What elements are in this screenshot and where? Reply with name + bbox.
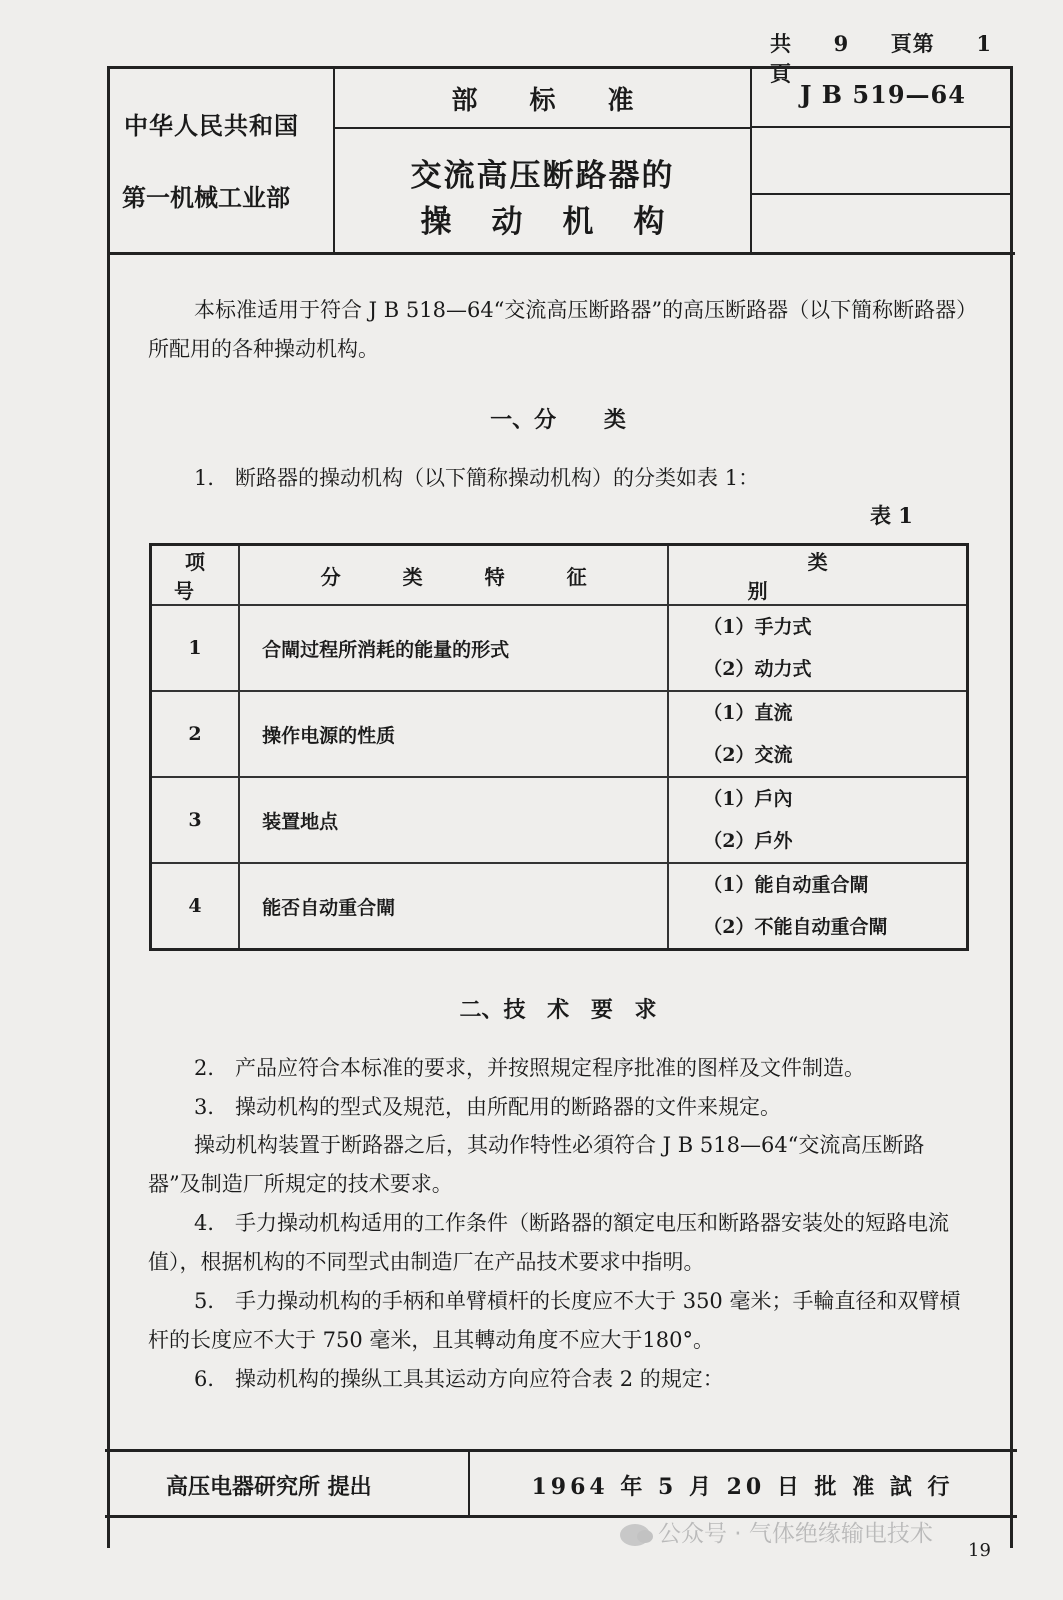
page-count-total-label: 共	[770, 31, 792, 56]
clause-6: 6． 操动机构的操纵工具其运动方向应符合表 2 的規定：	[194, 1367, 724, 1391]
row-feature: 装置地点	[239, 777, 668, 863]
category-item: （1）直流	[703, 702, 793, 724]
watermark-text: 公众号 · 气体绝缘输电技术	[658, 1521, 933, 1547]
section-heading-technical-requirements: 二、技 术 要 求	[459, 997, 657, 1023]
page-count-suffix: 頁	[770, 61, 792, 86]
row-categories	[668, 691, 967, 777]
category-item: （1）戶內	[703, 788, 793, 810]
row-categories	[668, 777, 967, 863]
row-categories	[668, 863, 967, 950]
row-no: 1	[151, 605, 240, 691]
table-header-row	[151, 545, 968, 606]
clause-2: 2． 产品应符合本标准的要求，并按照規定程序批准的图样及文件制造。	[194, 1056, 866, 1080]
clause-4: 4． 手力操动机构适用的工作条件（断路器的額定电压和断路器安装处的短路电流值），根据机构的不同型式由制造厂在产品技术要求中指明。	[148, 1211, 950, 1274]
row-feature: 能否自动重合閘	[239, 863, 668, 950]
document-title-line2: 操动机构	[420, 204, 705, 240]
clause-5: 5． 手力操动机构的手柄和单臂槓杆的长度应不大于 350 毫米；手輪直径和双臂槓杆的长度应不大于 750 毫米，且其轉动角度不应大于180°。	[148, 1289, 961, 1352]
page-count-current: 1	[976, 31, 992, 56]
row-no: 4	[151, 863, 240, 950]
table-row	[151, 605, 968, 691]
category-item: （2）不能自动重合閘	[703, 916, 888, 938]
clause-1: 1． 断路器的操动机构（以下簡称操动机构）的分类如表 1：	[194, 466, 760, 490]
standard-code: J B 519—64	[800, 80, 966, 109]
row-feature: 操作电源的性质	[239, 691, 668, 777]
row-feature: 合閘过程所消耗的能量的形式	[239, 605, 668, 691]
header-item-no: 项号	[151, 545, 240, 606]
wechat-icon	[620, 1524, 650, 1546]
clause-3: 3． 操动机构的型式及規范，由所配用的断路器的文件来規定。	[194, 1095, 782, 1119]
org-name-line1: 中华人民共和国	[124, 111, 299, 140]
table-row	[151, 691, 968, 777]
page-count-total: 9	[833, 31, 850, 56]
document-title-line1: 交流高压断路器的	[410, 158, 675, 194]
classification-table	[149, 543, 969, 951]
header-divider	[333, 127, 751, 129]
row-categories	[668, 605, 967, 691]
watermark	[620, 1515, 933, 1548]
footer-divider	[105, 1449, 1017, 1452]
page-count-current-label: 頁第	[890, 31, 935, 56]
clause-3-continued: 操动机构装置于断路器之后，其动作特性必須符合 J B 518—64“交流高压断路器”及制造厂所規定的技术要求。	[148, 1133, 925, 1196]
org-name-line2: 第一机械工业部	[122, 183, 290, 212]
category-item: （2）交流	[703, 744, 793, 766]
header-divider	[750, 193, 1013, 195]
header-feature: 分类特征	[239, 545, 668, 606]
category-item: （2）戶外	[703, 830, 793, 852]
table-caption: 表 1	[870, 503, 913, 528]
category-item: （1）手力式	[703, 616, 812, 638]
table-row	[151, 777, 968, 863]
header-category: 类别	[668, 545, 967, 606]
approval-date: 1964 年 5 月 20 日 批 准 試 行	[531, 1474, 954, 1500]
row-no: 2	[151, 691, 240, 777]
page-number: 19	[968, 1540, 991, 1561]
category-item: （2）动力式	[703, 658, 812, 680]
header-divider	[750, 126, 1013, 128]
proposer: 高压电器研究所 提出	[166, 1474, 372, 1500]
header-divider	[107, 252, 1015, 255]
table-row	[151, 863, 968, 950]
row-no: 3	[151, 777, 240, 863]
intro-paragraph: 本标准适用于符合 J B 518—64“交流高压断路器”的高压断路器（以下簡称断路器）所配用的各种操动机构。	[148, 298, 967, 361]
category-item: （1）能自动重合閘	[703, 874, 869, 896]
standard-type: 部标准	[451, 86, 686, 116]
section-heading-classification: 一、分 类	[490, 407, 626, 433]
